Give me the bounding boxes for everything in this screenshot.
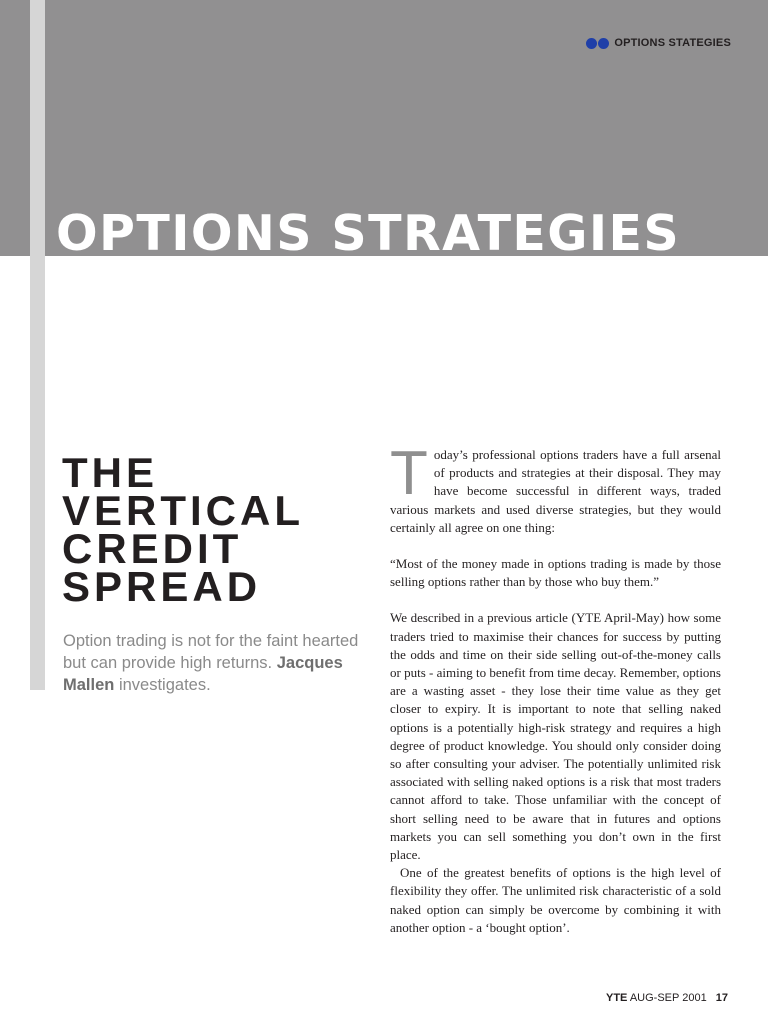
article-paragraph: [390, 439, 721, 537]
headline-line: SPREAD: [62, 563, 262, 610]
article-headline: [62, 449, 304, 610]
page-number: 17: [715, 992, 728, 1004]
article-paragraph: One of the greatest benefits of options is the high level of flexibility they offer. The unlimited risk characteristic of a sold naked option can simply be overcome by combining it with another option - a ‘bought option’.: [390, 865, 721, 935]
headline-line: THE: [62, 449, 158, 496]
article-body: [390, 439, 721, 937]
pull-quote: “Most of the money made in options trading is made by those selling options rather than by those who buy them.”: [390, 556, 721, 590]
headline-line: VERTICAL: [62, 487, 304, 534]
author-name: Jacques Mallen: [63, 654, 343, 694]
paragraph-text: oday’s professional options traders have a full arsenal of products and strategies at their disposal. They may have become successful in different ways, traded various markets and used diverse strategies, but they would certainly all agree on one thing:: [390, 447, 721, 535]
article-paragraph: We described in a previous article (YTE April-May) how some traders tried to maximise their chances for success by putting the odds and time on their side selling out-of-the-money calls or puts - aiming to benefit from time decay. Remember, options are a wasting asset - they lose their time value as they get closer to expiry. It is important to note that selling naked options is a potentially high-risk strategy and requires a high degree of product knowledge. You should only consider doing so after consulting your adviser. The potentially unlimited risk associated with selling naked options is a risk that most traders cannot afford to take. Those unfamiliar with the concept of short selling need to be aware that in futures and options markets you can sell something you don’t own in the first place.: [390, 610, 721, 863]
standfirst-text: Option trading is not for the faint hearted but can provide high returns.: [63, 632, 359, 672]
dot-icon: [586, 38, 597, 49]
drop-cap: T: [390, 439, 428, 508]
standfirst: [63, 630, 378, 696]
standfirst-suffix: investigates.: [118, 676, 211, 694]
issue-date: AUG-SEP 2001: [629, 992, 707, 1004]
page-footer: [606, 992, 728, 1004]
page-title: OPTIONS STRATEGIES: [56, 205, 681, 262]
double-dot-icon: [586, 38, 610, 49]
side-accent-bar: [30, 0, 45, 690]
dot-icon: [598, 38, 609, 49]
section-tag-label: OPTIONS STATEGIES: [614, 37, 731, 49]
section-tag: [586, 37, 731, 49]
headline-line: CREDIT: [62, 525, 243, 572]
publication-name: YTE: [605, 992, 628, 1004]
